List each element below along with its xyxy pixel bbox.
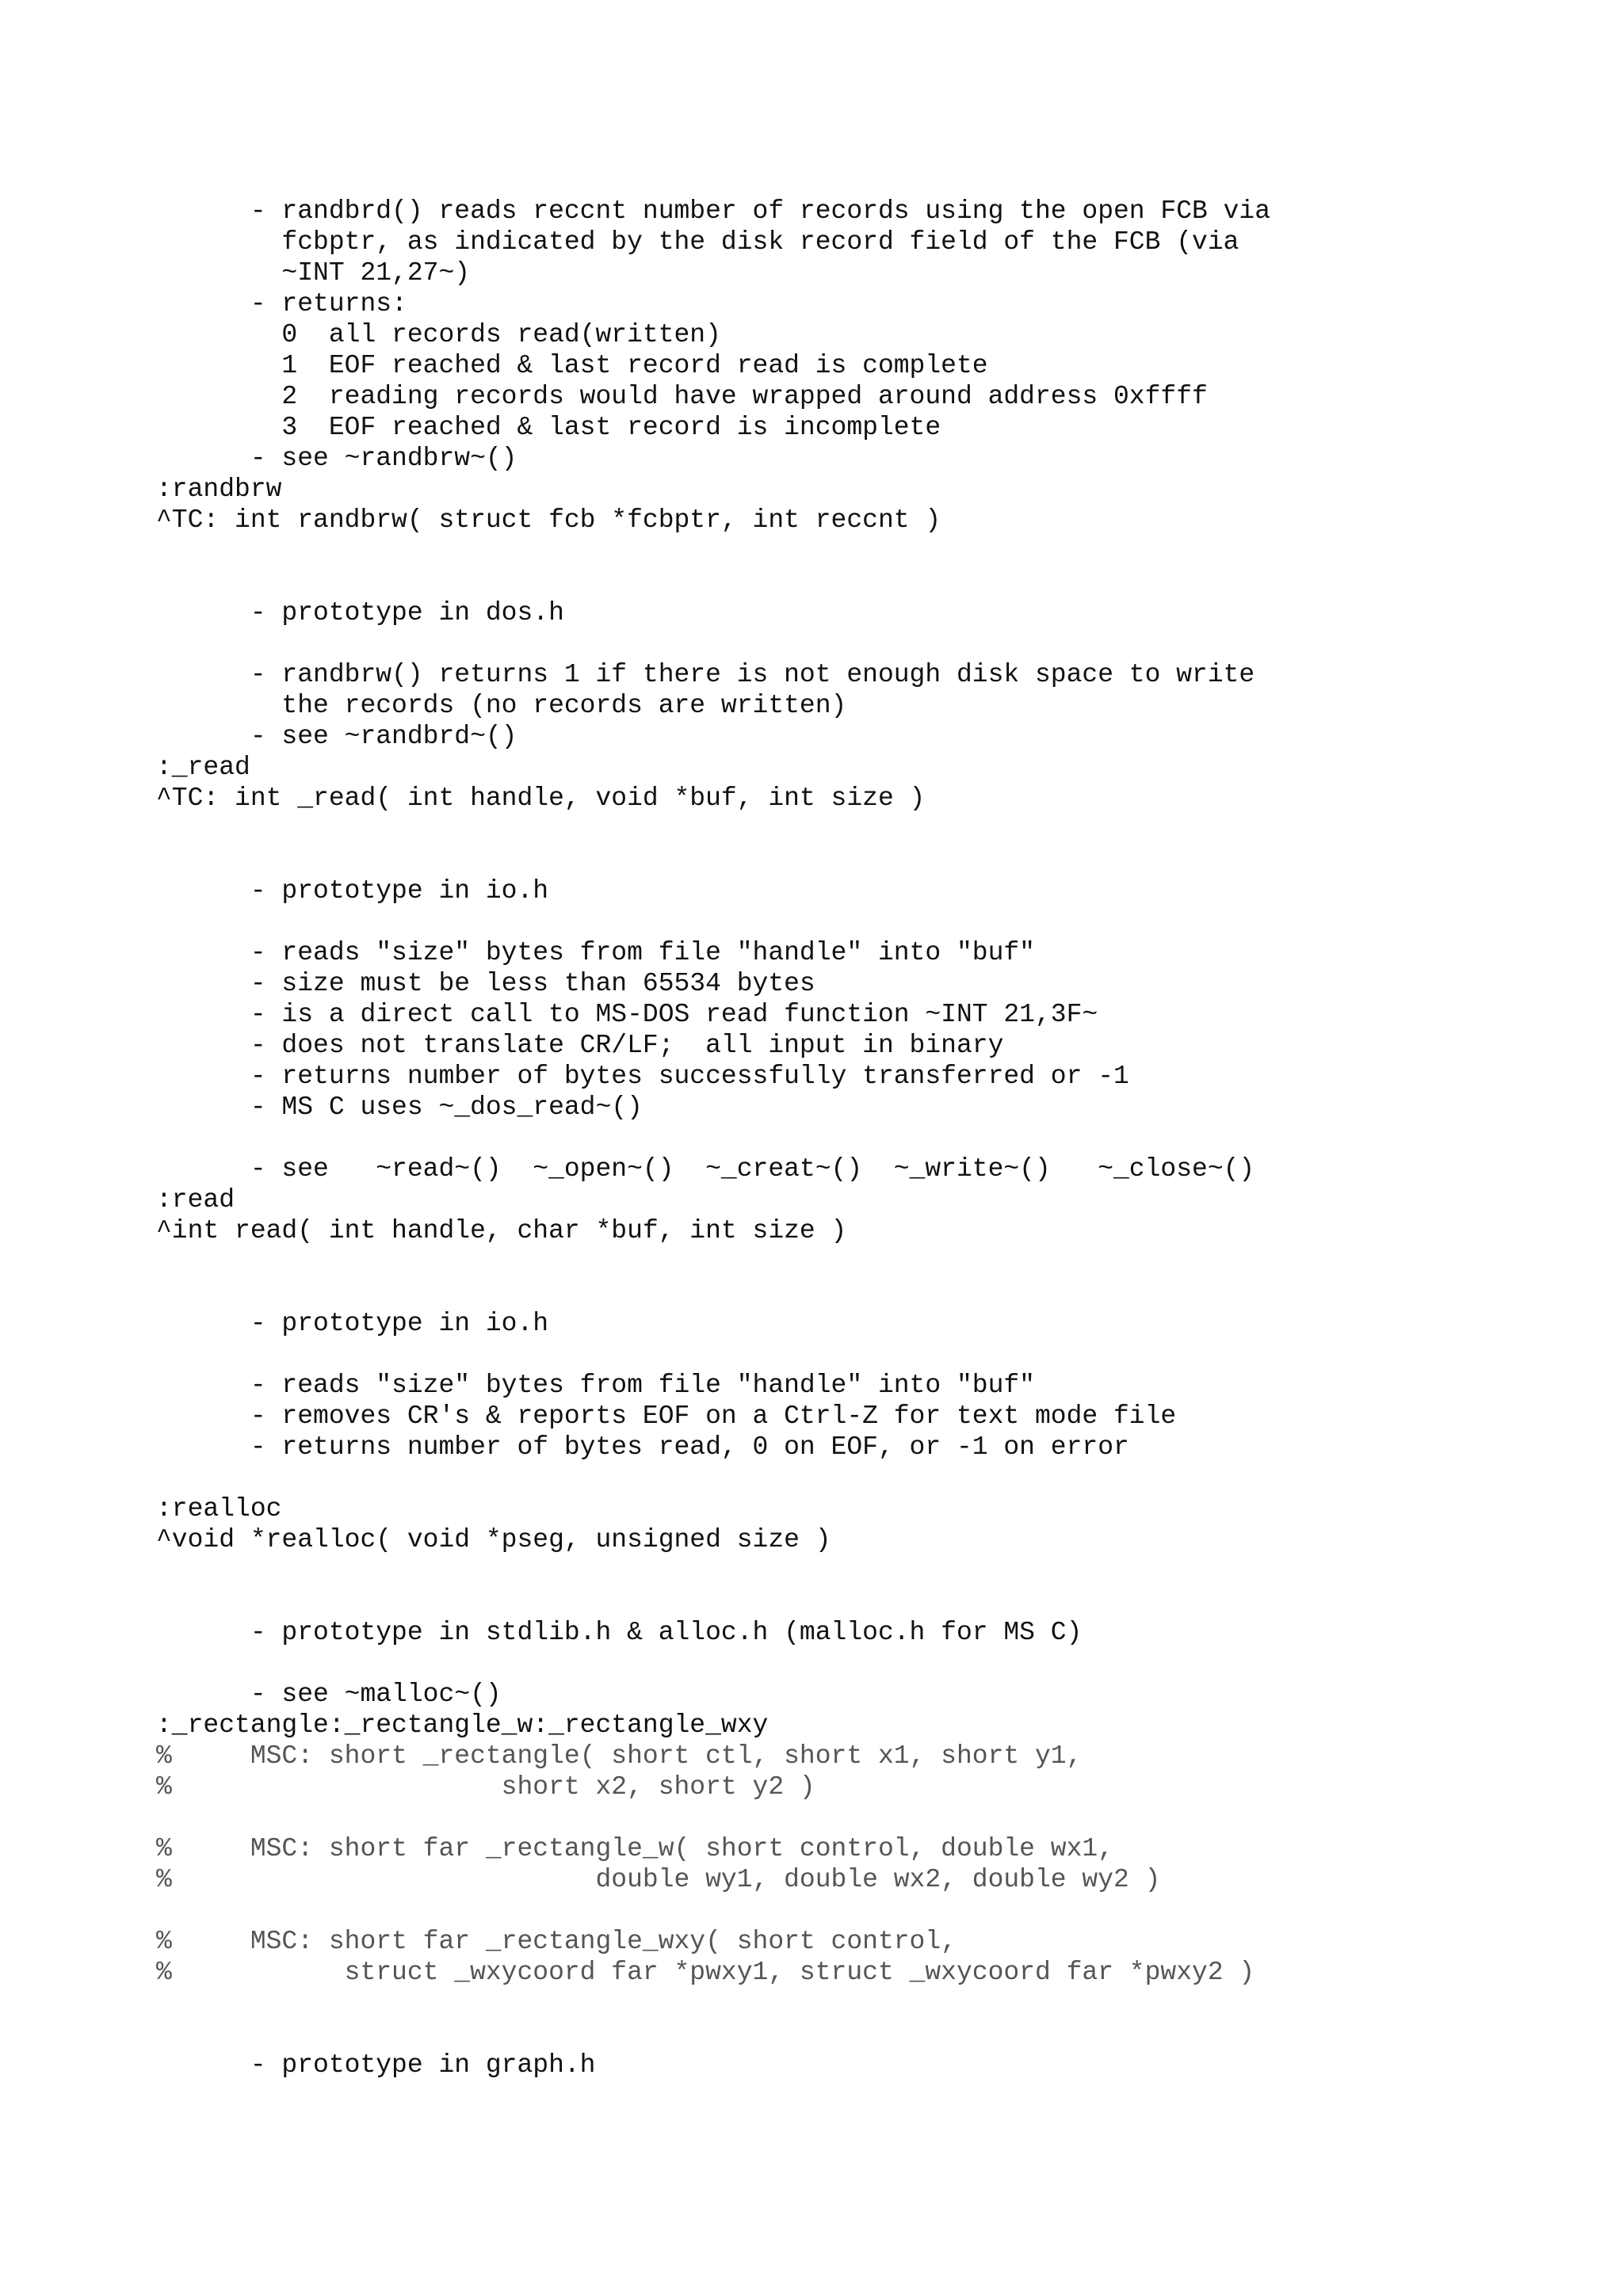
function-signature: ^void *realloc( void *pseg, unsigned size ) bbox=[156, 1525, 831, 1554]
text-line: - returns: bbox=[156, 289, 407, 318]
text-line: 2 reading records would have wrapped around address 0xffff bbox=[156, 382, 1208, 411]
text-line: - randbrd() reads reccnt number of records using the open FCB via bbox=[156, 196, 1271, 226]
msc-signature-line: % MSC: short _rectangle( short ctl, short x1, short y1, bbox=[156, 1741, 1083, 1771]
function-signature: ^TC: int _read( int handle, void *buf, int size ) bbox=[156, 784, 926, 813]
text-line: - see ~malloc~() bbox=[156, 1680, 502, 1709]
text-line: - removes CR's & reports EOF on a Ctrl-Z for text mode file bbox=[156, 1402, 1177, 1431]
text-line: - see ~randbrd~() bbox=[156, 722, 517, 751]
text-line: - returns number of bytes successfully transferred or -1 bbox=[156, 1062, 1129, 1091]
text-line: - reads "size" bytes from file "handle" into "buf" bbox=[156, 1371, 1035, 1400]
text-line: ~INT 21,27~) bbox=[156, 258, 471, 288]
topic-header: :_read bbox=[156, 753, 250, 782]
topic-header: :_rectangle:_rectangle_w:_rectangle_wxy bbox=[156, 1711, 769, 1740]
msc-signature-line: % MSC: short far _rectangle_w( short control, double wx1, bbox=[156, 1834, 1113, 1863]
text-line: - returns number of bytes read, 0 on EOF, or -1 on error bbox=[156, 1432, 1129, 1462]
topic-header: :realloc bbox=[156, 1494, 282, 1524]
text-line: - prototype in io.h bbox=[156, 1309, 549, 1338]
text-line: - does not translate CR/LF; all input in binary bbox=[156, 1031, 1004, 1060]
msc-signature-line: % MSC: short far _rectangle_wxy( short control, bbox=[156, 1927, 957, 1956]
text-line: fcbptr, as indicated by the disk record field of the FCB (via bbox=[156, 227, 1239, 257]
text-line: - prototype in io.h bbox=[156, 876, 549, 906]
function-signature: ^TC: int randbrw( struct fcb *fcbptr, int reccnt ) bbox=[156, 505, 941, 535]
text-line: - see ~read~() ~_open~() ~_creat~() ~_write~() ~_close~() bbox=[156, 1154, 1255, 1184]
topic-header: :read bbox=[156, 1185, 235, 1215]
text-line: the records (no records are written) bbox=[156, 691, 847, 720]
text-line: 1 EOF reached & last record read is complete bbox=[156, 351, 988, 380]
msc-signature-line: % double wy1, double wx2, double wy2 ) bbox=[156, 1865, 1161, 1894]
text-line: - prototype in stdlib.h & alloc.h (malloc.h for MS C) bbox=[156, 1618, 1083, 1647]
text-line: - is a direct call to MS-DOS read function ~INT 21,3F~ bbox=[156, 1000, 1098, 1029]
text-line: 3 EOF reached & last record is incomplete bbox=[156, 413, 941, 442]
function-signature: ^int read( int handle, char *buf, int size ) bbox=[156, 1216, 847, 1245]
text-line: - reads "size" bytes from file "handle" into "buf" bbox=[156, 938, 1035, 967]
text-line: - see ~randbrw~() bbox=[156, 444, 517, 473]
text-line: - prototype in graph.h bbox=[156, 2050, 596, 2080]
msc-signature-line: % short x2, short y2 ) bbox=[156, 1772, 815, 1802]
text-line: - size must be less than 65534 bytes bbox=[156, 969, 815, 998]
text-line: 0 all records read(written) bbox=[156, 320, 721, 349]
topic-header: :randbrw bbox=[156, 475, 282, 504]
text-line: - randbrw() returns 1 if there is not enough disk space to write bbox=[156, 660, 1255, 689]
msc-signature-line: % struct _wxycoord far *pwxy1, struct _wxycoord far *pwxy2 ) bbox=[156, 1958, 1255, 1987]
text-line: - MS C uses ~_dos_read~() bbox=[156, 1093, 643, 1122]
text-line: - prototype in dos.h bbox=[156, 598, 564, 627]
